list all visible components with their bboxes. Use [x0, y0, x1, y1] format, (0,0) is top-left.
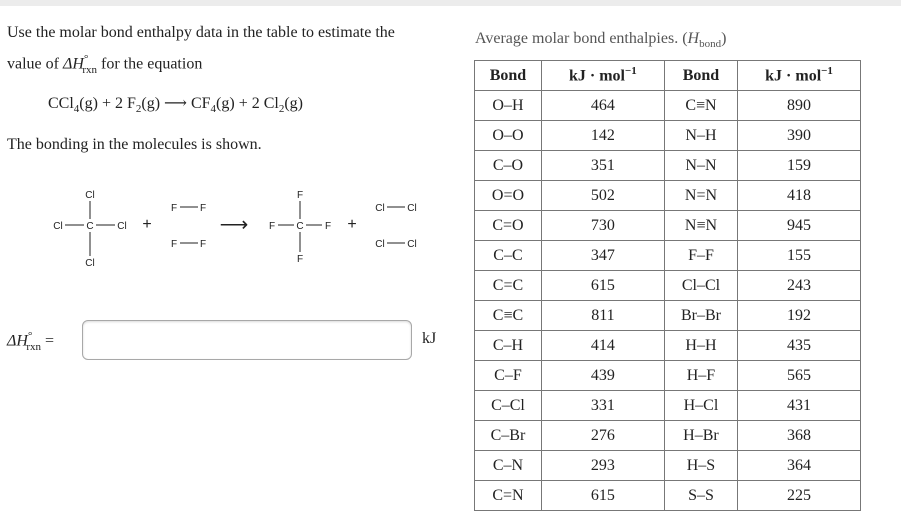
bond-enthalpy-table — [474, 60, 861, 511]
svg-text:F: F — [170, 203, 178, 214]
enthalpy-cell: 364 — [738, 451, 861, 481]
svg-text:Cl: Cl — [117, 221, 127, 232]
svg-text:Cl: Cl — [85, 258, 95, 266]
bond-cell: C–N — [475, 451, 542, 481]
svg-text:C: C — [86, 221, 94, 232]
bond-cell: N–H — [664, 121, 737, 151]
f2-structures — [171, 203, 206, 250]
svg-text:F: F — [199, 239, 207, 250]
answer-label: $\Delta H^\circ_{rxn}$ = — [7, 330, 55, 353]
bond-cell: C=N — [475, 481, 542, 511]
table-row — [475, 181, 861, 211]
enthalpy-cell: 435 — [738, 331, 861, 361]
bond-cell: N=N — [664, 181, 737, 211]
molecule-structures — [50, 186, 430, 266]
bond-cell: C–Cl — [475, 391, 542, 421]
question-text: Use the molar bond enthalpy data in the table to estimate the value of $\Delta H^\circ_{rxn}$ for the equation — [7, 24, 395, 76]
table-row — [475, 421, 861, 451]
bond-cell: S–S — [664, 481, 737, 511]
ccl4-structure — [53, 190, 126, 266]
enthalpy-answer-input[interactable] — [82, 320, 412, 360]
enthalpy-cell: 890 — [738, 91, 861, 121]
bond-cell: C–H — [475, 331, 542, 361]
enthalpy-cell: 615 — [541, 481, 664, 511]
svg-text:F: F — [296, 254, 304, 265]
bond-cell: C–Br — [475, 421, 542, 451]
table-row — [475, 451, 861, 481]
enthalpy-cell: 351 — [541, 151, 664, 181]
answer-row — [7, 320, 457, 364]
bond-cell: C=C — [475, 271, 542, 301]
reaction-equation: CCl$_4$(g) + 2 $F_2(g)$ ⟶ $CF_4(g) + 2$ $Cl_2(g)$ — [48, 95, 303, 116]
svg-text:Cl: Cl — [53, 221, 63, 232]
bond-cell: Cl–Cl — [664, 271, 737, 301]
enthalpy-cell: 565 — [738, 361, 861, 391]
plus-sign-2: + — [347, 216, 357, 233]
bond-cell: Br–Br — [664, 301, 737, 331]
enthalpy-cell: 192 — [738, 301, 861, 331]
enthalpy-cell: 431 — [738, 391, 861, 421]
bond-cell: N≡N — [664, 211, 737, 241]
bond-cell: F–F — [664, 241, 737, 271]
table-caption: Average molar bond enthalpies. $(H_{bond})$ — [475, 30, 727, 51]
bond-cell: H–S — [664, 451, 737, 481]
table-row — [475, 211, 861, 241]
enthalpy-cell: 331 — [541, 391, 664, 421]
header-bond-2: Bond — [664, 61, 737, 91]
cl2-structures — [375, 203, 416, 250]
enthalpy-cell: 142 — [541, 121, 664, 151]
svg-text:Cl: Cl — [375, 239, 385, 250]
table-row — [475, 121, 861, 151]
enthalpy-cell: 615 — [541, 271, 664, 301]
enthalpy-cell: 464 — [541, 91, 664, 121]
header-bond-1: Bond — [475, 61, 542, 91]
bond-cell: H–H — [664, 331, 737, 361]
svg-text:C: C — [296, 221, 304, 232]
bond-cell: O–O — [475, 121, 542, 151]
enthalpy-cell: 243 — [738, 271, 861, 301]
bond-cell: O–H — [475, 91, 542, 121]
bond-cell: C–C — [475, 241, 542, 271]
bond-cell: H–F — [664, 361, 737, 391]
reaction-arrow: ⟶ — [219, 214, 249, 236]
svg-text:F: F — [324, 221, 332, 232]
enthalpy-cell: 418 — [738, 181, 861, 211]
enthalpy-cell: 225 — [738, 481, 861, 511]
bond-cell: C=O — [475, 211, 542, 241]
enthalpy-cell: 368 — [738, 421, 861, 451]
bond-cell: N–N — [664, 151, 737, 181]
enthalpy-cell: 293 — [541, 451, 664, 481]
enthalpy-cell: 276 — [541, 421, 664, 451]
svg-text:F: F — [199, 203, 207, 214]
table-row — [475, 481, 861, 511]
bond-cell: C–F — [475, 361, 542, 391]
table-row — [475, 361, 861, 391]
table-row — [475, 301, 861, 331]
table-row — [475, 91, 861, 121]
bonding-note: The bonding in the molecules is shown. — [7, 136, 262, 153]
question-line-1: Use the molar bond enthalpy data in the table to estimate the — [7, 24, 395, 41]
header-energy-2: kJ · mol$^{-1}$ — [738, 61, 861, 91]
bond-cell: O=O — [475, 181, 542, 211]
cf4-structure — [269, 190, 331, 265]
bond-cell: H–Cl — [664, 391, 737, 421]
svg-text:Cl: Cl — [375, 203, 385, 214]
enthalpy-cell: 390 — [738, 121, 861, 151]
enthalpy-cell: 159 — [738, 151, 861, 181]
svg-text:Cl: Cl — [407, 203, 417, 214]
svg-text:F: F — [268, 221, 276, 232]
svg-text:F: F — [296, 190, 304, 201]
bond-cell: H–Br — [664, 421, 737, 451]
plus-sign-1: + — [142, 216, 152, 233]
svg-text:F: F — [170, 239, 178, 250]
bond-cell: C≡C — [475, 301, 542, 331]
enthalpy-cell: 502 — [541, 181, 664, 211]
table-row — [475, 331, 861, 361]
enthalpy-cell: 155 — [738, 241, 861, 271]
svg-text:Cl: Cl — [407, 239, 417, 250]
enthalpy-cell: 730 — [541, 211, 664, 241]
svg-text:Cl: Cl — [85, 190, 95, 201]
bond-cell: C≡N — [664, 91, 737, 121]
enthalpy-cell: 439 — [541, 361, 664, 391]
bond-cell: C–O — [475, 151, 542, 181]
header-energy-1: kJ · mol$^{-1}$ — [541, 61, 664, 91]
enthalpy-cell: 811 — [541, 301, 664, 331]
table-row — [475, 391, 861, 421]
table-header-row — [475, 61, 861, 91]
table-row — [475, 271, 861, 301]
top-bar — [0, 0, 901, 6]
answer-unit: kJ — [422, 330, 437, 347]
enthalpy-cell: 347 — [541, 241, 664, 271]
enthalpy-cell: 945 — [738, 211, 861, 241]
table-row — [475, 151, 861, 181]
table-row — [475, 241, 861, 271]
enthalpy-cell: 414 — [541, 331, 664, 361]
